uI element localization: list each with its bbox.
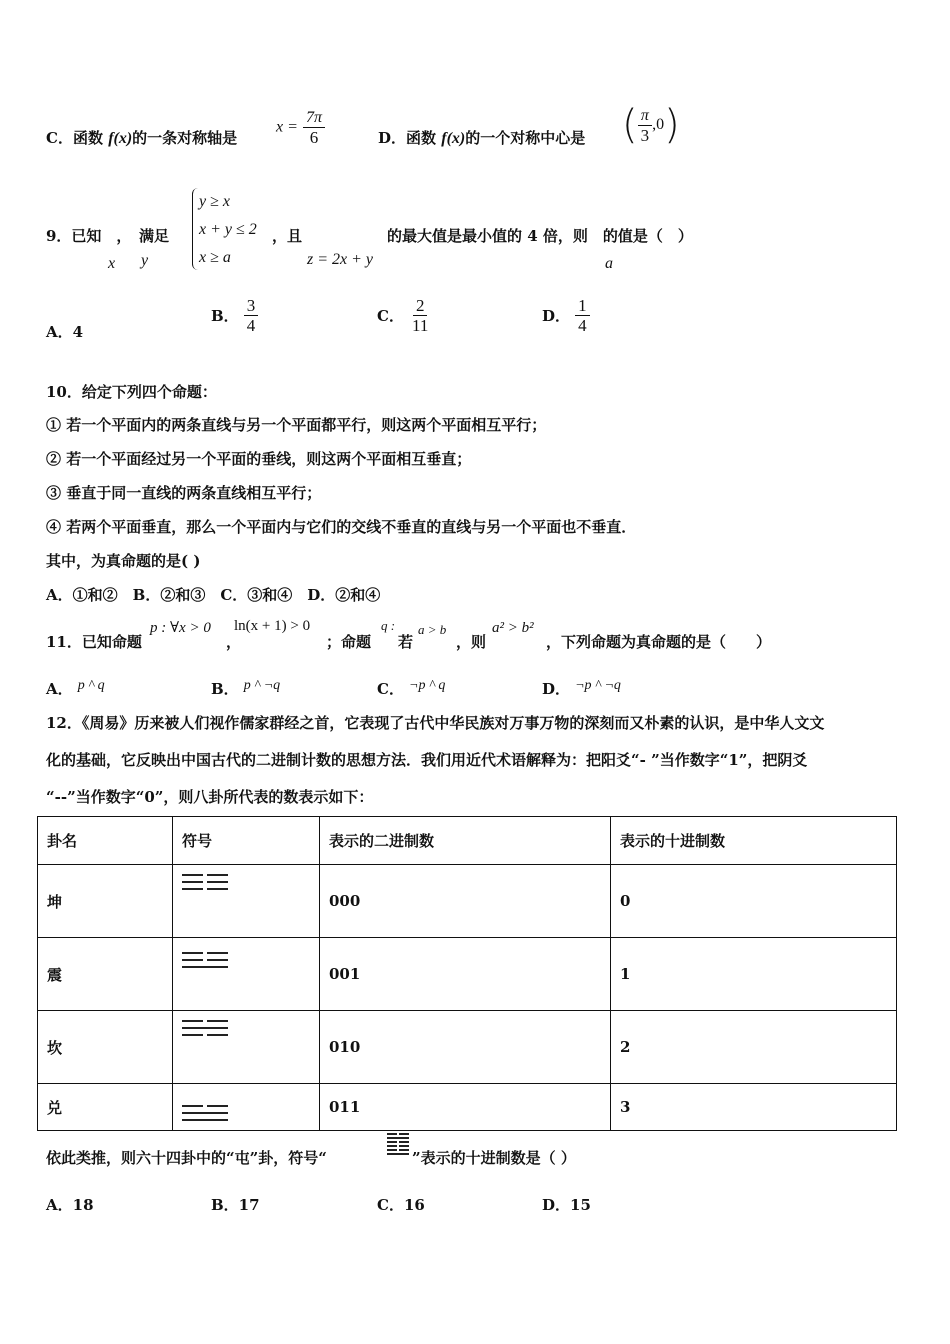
hexagram-zhun-icon [387,1133,409,1155]
q10-question: 其中，为真命题的是( ) [46,552,201,570]
q8-c-fraction: $\frac{7\pi}{6}$ [303,108,325,147]
q9-text: 的最大值是最小值的 4 倍，则 的值是（ ） [387,227,693,245]
row-binary: 001 [320,938,611,1011]
q10-item-4: ④ 若两个平面垂直，那么一个平面内与它们的交线不垂直的直线与另一个平面也不垂直． [46,518,637,536]
trigram-kun-icon [173,865,320,938]
row-binary: 010 [320,1011,611,1084]
trigram-kan-icon [173,1011,320,1084]
q11-ab: a > b [418,622,447,637]
q11-semi: ；命题 [326,633,372,651]
q8-option-c: C．函数 f(x)的一条对称轴是 [46,129,238,147]
q11-comma: ， [226,633,242,651]
table-row [38,1084,897,1131]
table-row [38,938,897,1011]
q12-question-b: ”表示的十进制数是（ ） [412,1149,576,1167]
row-decimal: 1 [611,938,897,1011]
q9-system: y ≥ x x + y ≤ 2 x ≥ a [192,188,257,270]
q10-options: A．①和② B．②和③ C．③和④ D．②和④ [46,586,381,604]
row-decimal: 2 [611,1011,897,1084]
q9-option-c: C． $\frac{2}{11}$ [377,296,429,335]
trigram-dui-icon [173,1084,320,1131]
q11-option-a: A． p ^ q [46,678,105,698]
q12-option-b: B．17 [211,1196,260,1214]
row-name: 坎 [38,1011,173,1084]
row-decimal: 0 [611,865,897,938]
q8-d-func: f(x) [441,130,466,147]
q9-option-d: D． $\frac{1}{4}$ [542,296,590,335]
table-row [38,1011,897,1084]
q12-line-3: “--”当作数字“0”，则八卦所代表的数表示如下： [46,788,374,806]
q9-a: a [605,255,613,272]
q11-q: q : [381,618,396,633]
q9-intro: 9．已知 ， 满足 [46,227,169,245]
q10-item-2: ② 若一个平面经过另一个平面的垂线，则这两个平面相互垂直； [46,450,472,468]
q12-option-d: D．15 [542,1196,591,1214]
q11-option-d: D． ¬p ^ ¬q [542,678,621,698]
q9-option-b: B． $\frac{3}{4}$ [211,296,258,335]
q9-option-a: A．4 [46,323,84,341]
q8-c-func: f(x) [108,130,133,147]
q9-var-x: x [108,255,116,272]
q12-line-1: 12．《周易》历来被人们视作儒家群经之首，它表现了古代中华民族对万事万物的深刻而又朴素的认识，是中华人文文 [46,714,825,732]
q8-d-formula: ( $\frac{\pi}{3}$ ,0) [622,102,680,148]
row-binary: 000 [320,865,611,938]
row-decimal: 3 [611,1084,897,1131]
q12-option-a: A．18 [46,1196,94,1214]
q11-ruo: 若 [398,633,414,651]
q9-z: z = 2x + y [307,251,374,268]
header-symbol: 符号 [173,817,320,865]
bagua-table [37,816,897,1131]
q10-item-1: ① 若一个平面内的两条直线与另一个平面都平行，则这两个平面相互平行； [46,416,547,434]
q11-ze: ，则 [456,633,487,651]
q9-var-y: y [141,252,149,269]
q11-option-c: C． ¬p ^ q [377,678,446,698]
q8-c-formula: x = $\frac{7\pi}{6}$ [276,108,325,147]
q11-ln: ln(x + 1) > 0 [234,618,311,634]
trigram-zhen-icon [173,938,320,1011]
q11-intro: 11．已知命题 [46,633,142,651]
q12-question-a: 依此类推，则六十四卦中的“屯”卦，符号“ [46,1149,327,1167]
q11-tail: ，下列命题为真命题的是（ ） [546,633,772,651]
row-binary: 011 [320,1084,611,1131]
row-name: 震 [38,938,173,1011]
q12-line-2: 化的基础，它反映出中国古代的二进制计数的思想方法．我们用近代术语解释为：把阳爻“- ”当作数字“1”，把阴爻 [46,751,808,769]
header-binary: 表示的二进制数 [320,817,611,865]
header-name: 卦名 [38,817,173,865]
row-name: 坤 [38,865,173,938]
table-row [38,865,897,938]
q8-option-d: D．函数 f(x)的一个对称中心是 [378,129,586,147]
q12-option-c: C．16 [377,1196,425,1214]
q11-p: p : ∀x > 0 [150,620,211,636]
q9-and: ，且 [272,227,303,245]
table-header-row [38,817,897,865]
q10-title: 10．给定下列四个命题： [46,383,217,401]
header-decimal: 表示的十进制数 [611,817,897,865]
row-name: 兑 [38,1084,173,1131]
q10-item-3: ③ 垂直于同一直线的两条直线相互平行； [46,484,322,502]
q11-option-b: B． p ^ ¬q [211,678,281,698]
q11-a2b2: a² > b² [492,620,534,636]
